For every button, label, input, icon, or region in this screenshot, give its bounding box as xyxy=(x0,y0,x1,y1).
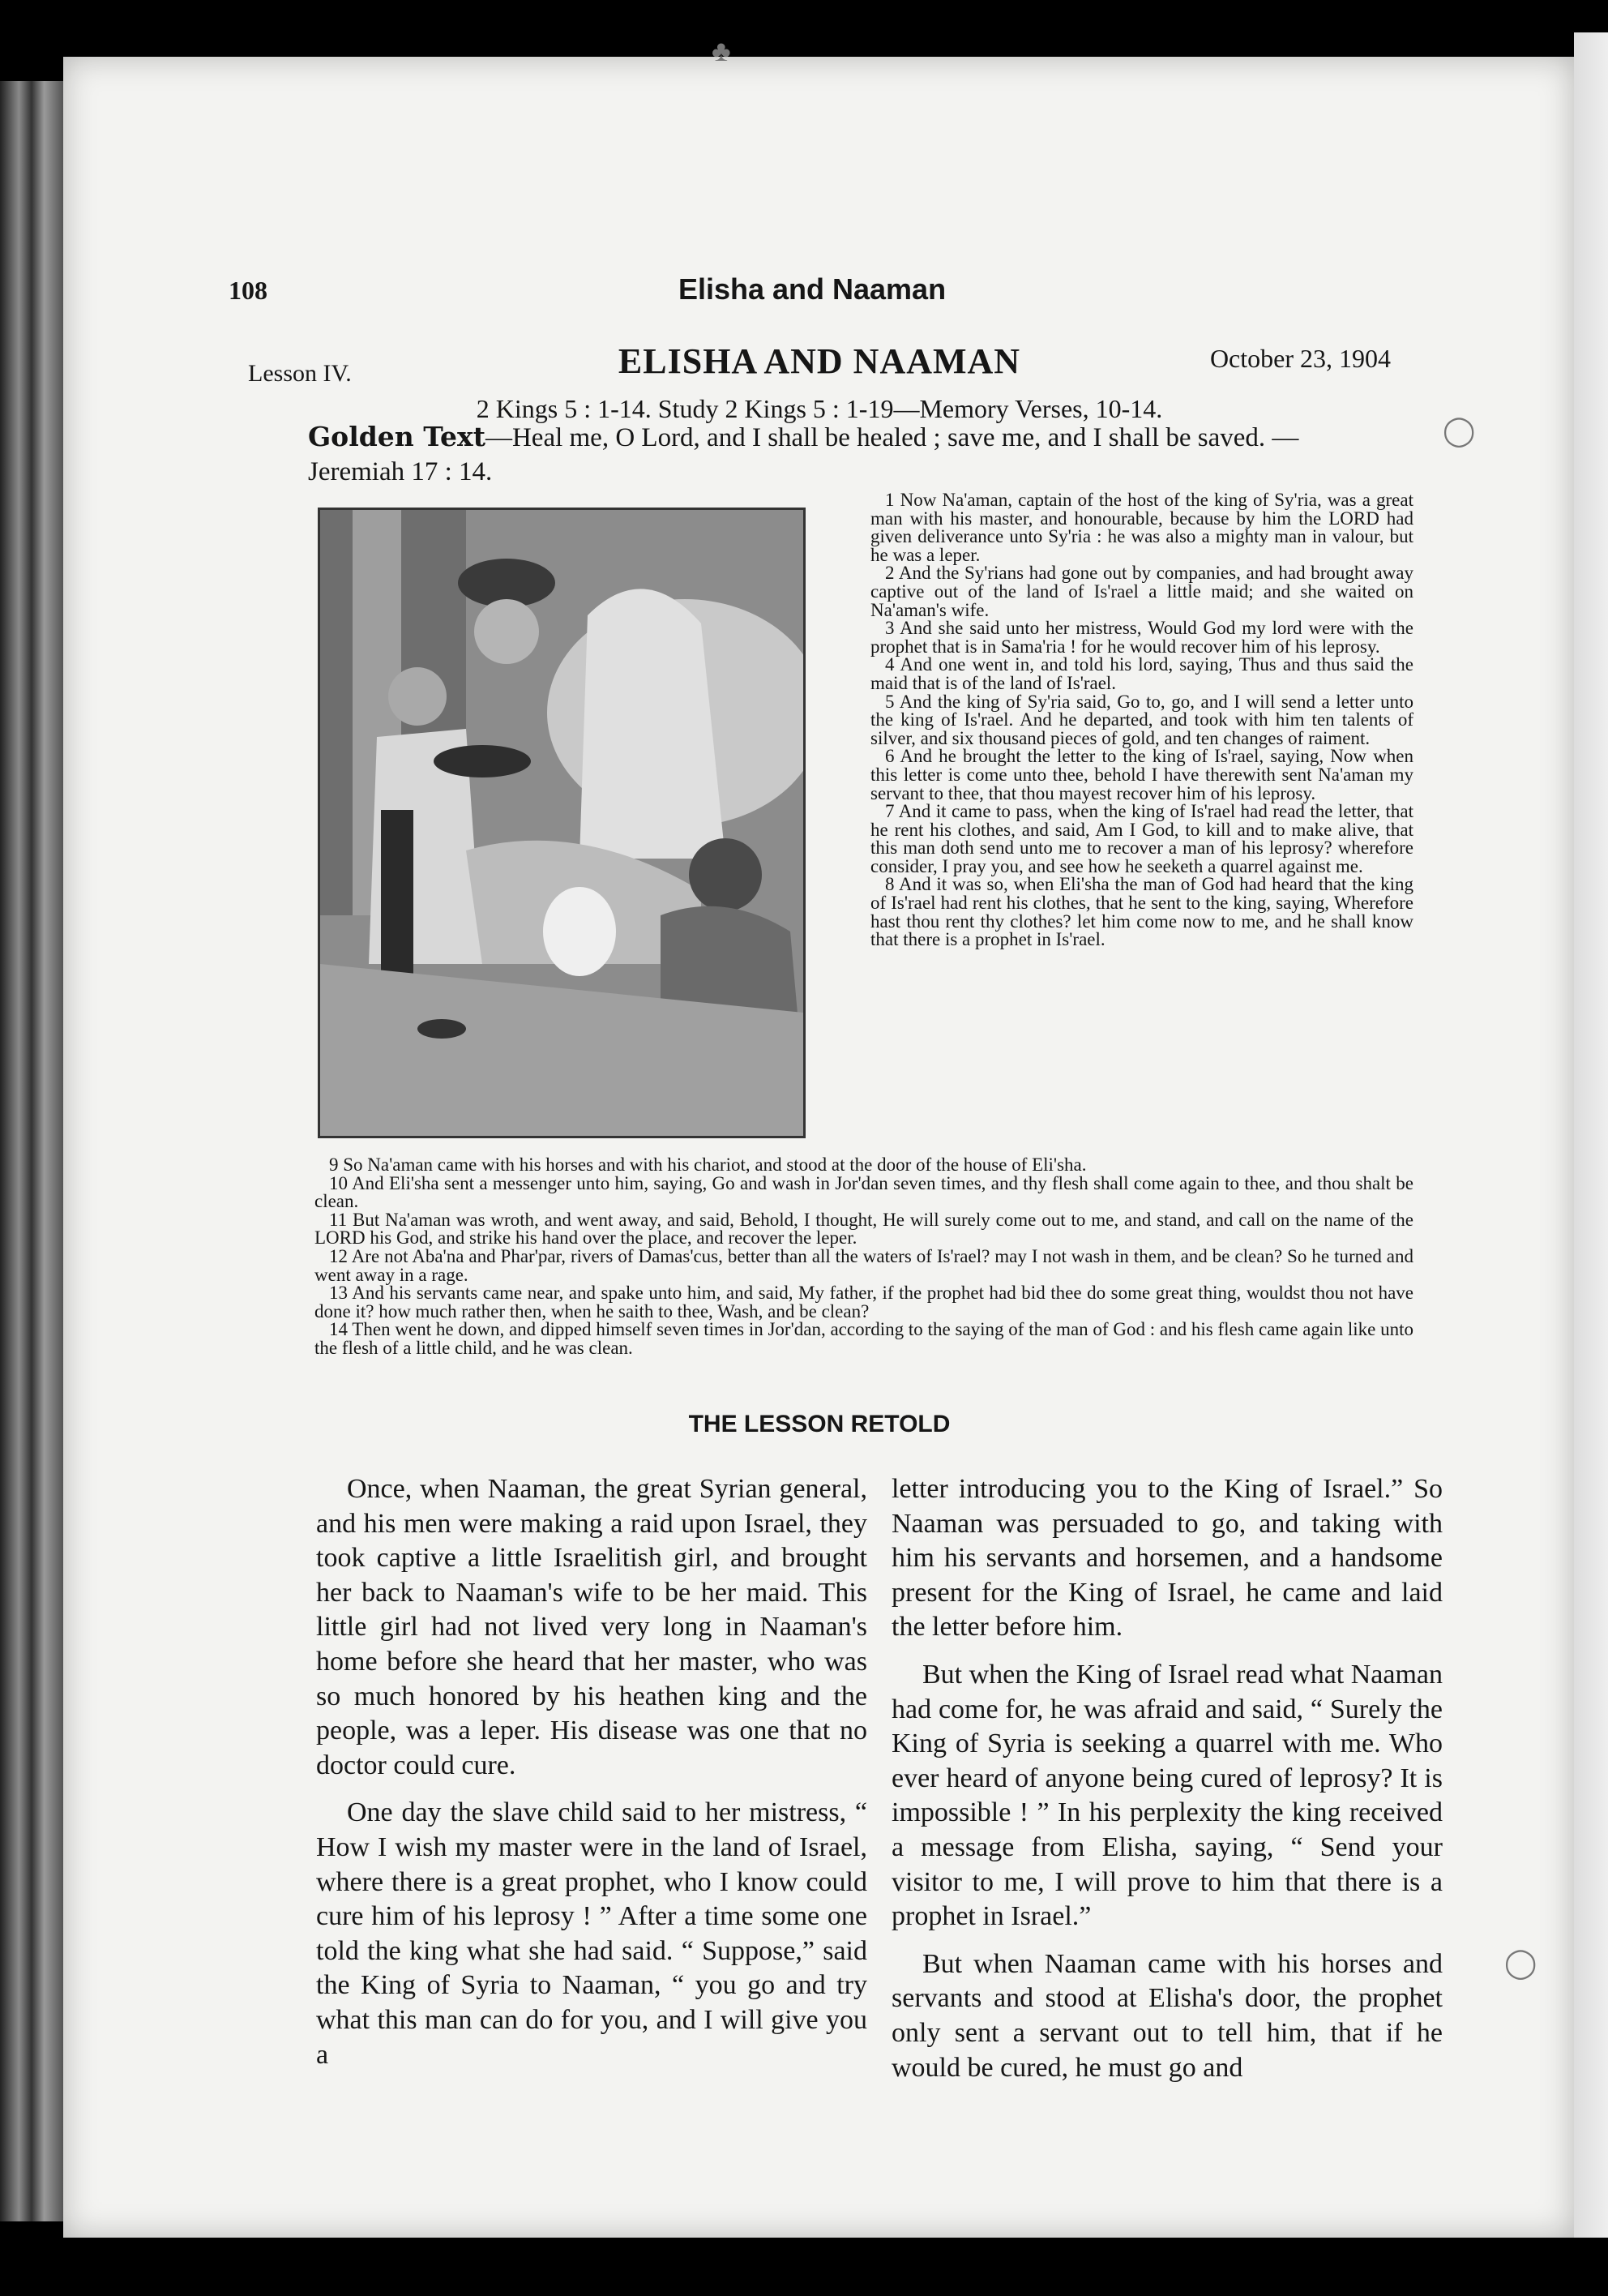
verse: 4 And one went in, and told his lord, saying, Thus and thus said the maid that is of the land of Is'rael. xyxy=(870,654,1413,693)
verses-column-right xyxy=(870,491,1413,949)
verse: 2 And the Sy'rians had gone out by companies, and had brought away captive out of the land of Is'rael a little maid; and she waited on Na'aman's wife. xyxy=(870,563,1413,620)
lesson-title: ELISHA AND NAAMAN xyxy=(618,341,1021,381)
verse: 5 And the king of Sy'ria said, Go to, go, and I will send a letter unto the king of Is'rael. And he departed, and took with him ten talents of silver, and six thousand pieces of gold, and ten changes of raiment. xyxy=(870,691,1413,748)
verse: 12 Are not Aba'na and Phar'par, rivers of Damas'cus, better than all the waters of Is'rael? may I not wash in them, and be clean? So he turned and went away in a rage. xyxy=(314,1245,1413,1285)
verse: 11 But Na'aman was wroth, and went away, and said, Behold, I thought, He will surely come out to me, and stand, and call on the name of the LORD his God, and strike his hand over the place, and recover the leper. xyxy=(314,1209,1413,1249)
retold-column-right xyxy=(892,1472,1443,2098)
margin-ring-bottom: ◯ xyxy=(1504,1947,1537,1979)
lesson-number: Lesson IV. xyxy=(248,360,352,387)
verse: 13 And his servants came near, and spake unto him, and said, My father, if the prophet had bid thee do some great thing, wouldst thou not have done it? how much rather then, when he saith to thee, Wash, and be clean? xyxy=(314,1283,1413,1321)
verse: 6 And he brought the letter to the king of Is'rael, saying, Now when this letter is come unto thee, behold I have therewith sent Na'aman my servant to thee, that thou mayest recover him of his leprosy. xyxy=(870,746,1413,803)
lesson-heading xyxy=(248,341,1391,389)
verse: 10 And Eli'sha sent a messenger unto him, saying, Go and wash in Jor'dan seven times, and thy flesh shall come again to thee, and thou shalt be clean. xyxy=(314,1172,1413,1212)
lesson-illustration xyxy=(318,508,806,1138)
verse: 14 Then went he down, and dipped himself seven times in Jor'dan, according to the saying of the man of God : and his flesh came again like unto the flesh of a little child, and he was clean. xyxy=(314,1319,1413,1358)
page-number: 108 xyxy=(229,276,267,305)
golden-text-body: —Heal me, O Lord, and I shall be healed ; save me, and I shall be saved. —Jeremiah 17 : 14. xyxy=(308,423,1299,486)
verse: 1 Now Na'aman, captain of the host of the king of Sy'ria, was a great man with his master, and honourable, because by him the LORD had given deliverance unto Sy'ria : he was also a mighty man in valour, but he was a leper. xyxy=(870,490,1413,565)
retold-paragraph: letter introducing you to the King of Israel.” So Naaman was persuaded to go, and taking with him his servants and horsemen, and a handsome present for the King of Israel, he came and laid the letter before him. xyxy=(892,1474,1443,1643)
verse: 7 And it came to pass, when the king of Is'rael had read the letter, that he rent his clothes, and said, Am I God, to kill and to make alive, that this man doth send unto me to recover a man of his leprosy? wherefore consider, I pray you, and see how he seeketh a quarrel against me. xyxy=(870,801,1413,876)
scripture-references: 2 Kings 5 : 1-14. Study 2 Kings 5 : 1-19—Memory Verses, 10-14. xyxy=(476,394,1163,423)
verse: 8 And it was so, when Eli'sha the man of God had heard that the king of Is'rael had rent his clothes, that he sent to the king, saying, Wherefore hast thou rent thy clothes? let him come now to me, and he shall know that there is a prophet in Is'rael. xyxy=(870,874,1413,950)
verses-full-width xyxy=(314,1156,1413,1358)
illustration-artwork xyxy=(320,510,803,1136)
retold-paragraph: But when the King of Israel read what Naaman had come for, he was afraid and said, “ Surely the King of Syria is seeking a quarrel with me. Who ever heard of anyone being cured of leprosy? It is impossible ! ” In his perplexity the king received a message from Elisha, saying, “ Send your visitor to me, I will prove to him that there is a prophet in Israel.” xyxy=(892,1659,1443,1932)
retold-paragraph: But when Naaman came with his horses and servants and stood at Elisha's door, the prophet only sent a servant out to tell him, that if he would be cured, he must go and xyxy=(892,1948,1443,2083)
retold-heading: THE LESSON RETOLD xyxy=(688,1411,951,1437)
lesson-date: October 23, 1904 xyxy=(1209,344,1391,373)
golden-text-label: Golden Text xyxy=(308,421,485,452)
verse: 3 And she said unto her mistress, Would God my lord were with the prophet that is in Sama'ria ! for he would recover him of his leprosy. xyxy=(870,618,1413,657)
page-stack-right xyxy=(1574,32,1608,2238)
running-title: Elisha and Naaman xyxy=(678,272,947,306)
margin-ring-top: ◯ xyxy=(1443,414,1476,447)
golden-text xyxy=(308,420,1394,489)
binding-mark: ♣ xyxy=(712,35,731,67)
retold-paragraph: Once, when Naaman, the great Syrian general, and his men were making a raid upon Israel, they took captive a little Israelitish girl, and brought her back to Naaman's wife to be her maid. This little girl had not lived very long in Naaman's home before she heard that her master, who was so much honored by his heathen king and the people, was a leper. His disease was one that no doctor could cure. xyxy=(316,1474,867,1780)
retold-paragraph: One day the slave child said to her mistress, “ How I wish my master were in the land of Israel, where there is a great prophet, who I know could cure him of his leprosy ! ” After a time some one told the king what she had said. “ Suppose,” said the King of Syria to Naaman, “ you go and try what this man can do for you, and I will give you a xyxy=(316,1797,867,2070)
verse: 9 So Na'aman came with his horses and with his chariot, and stood at the door of the house of Eli'sha. xyxy=(329,1154,1087,1175)
page-stack-left xyxy=(0,81,65,2221)
running-header xyxy=(229,261,1396,310)
retold-column-left xyxy=(316,1472,867,2085)
